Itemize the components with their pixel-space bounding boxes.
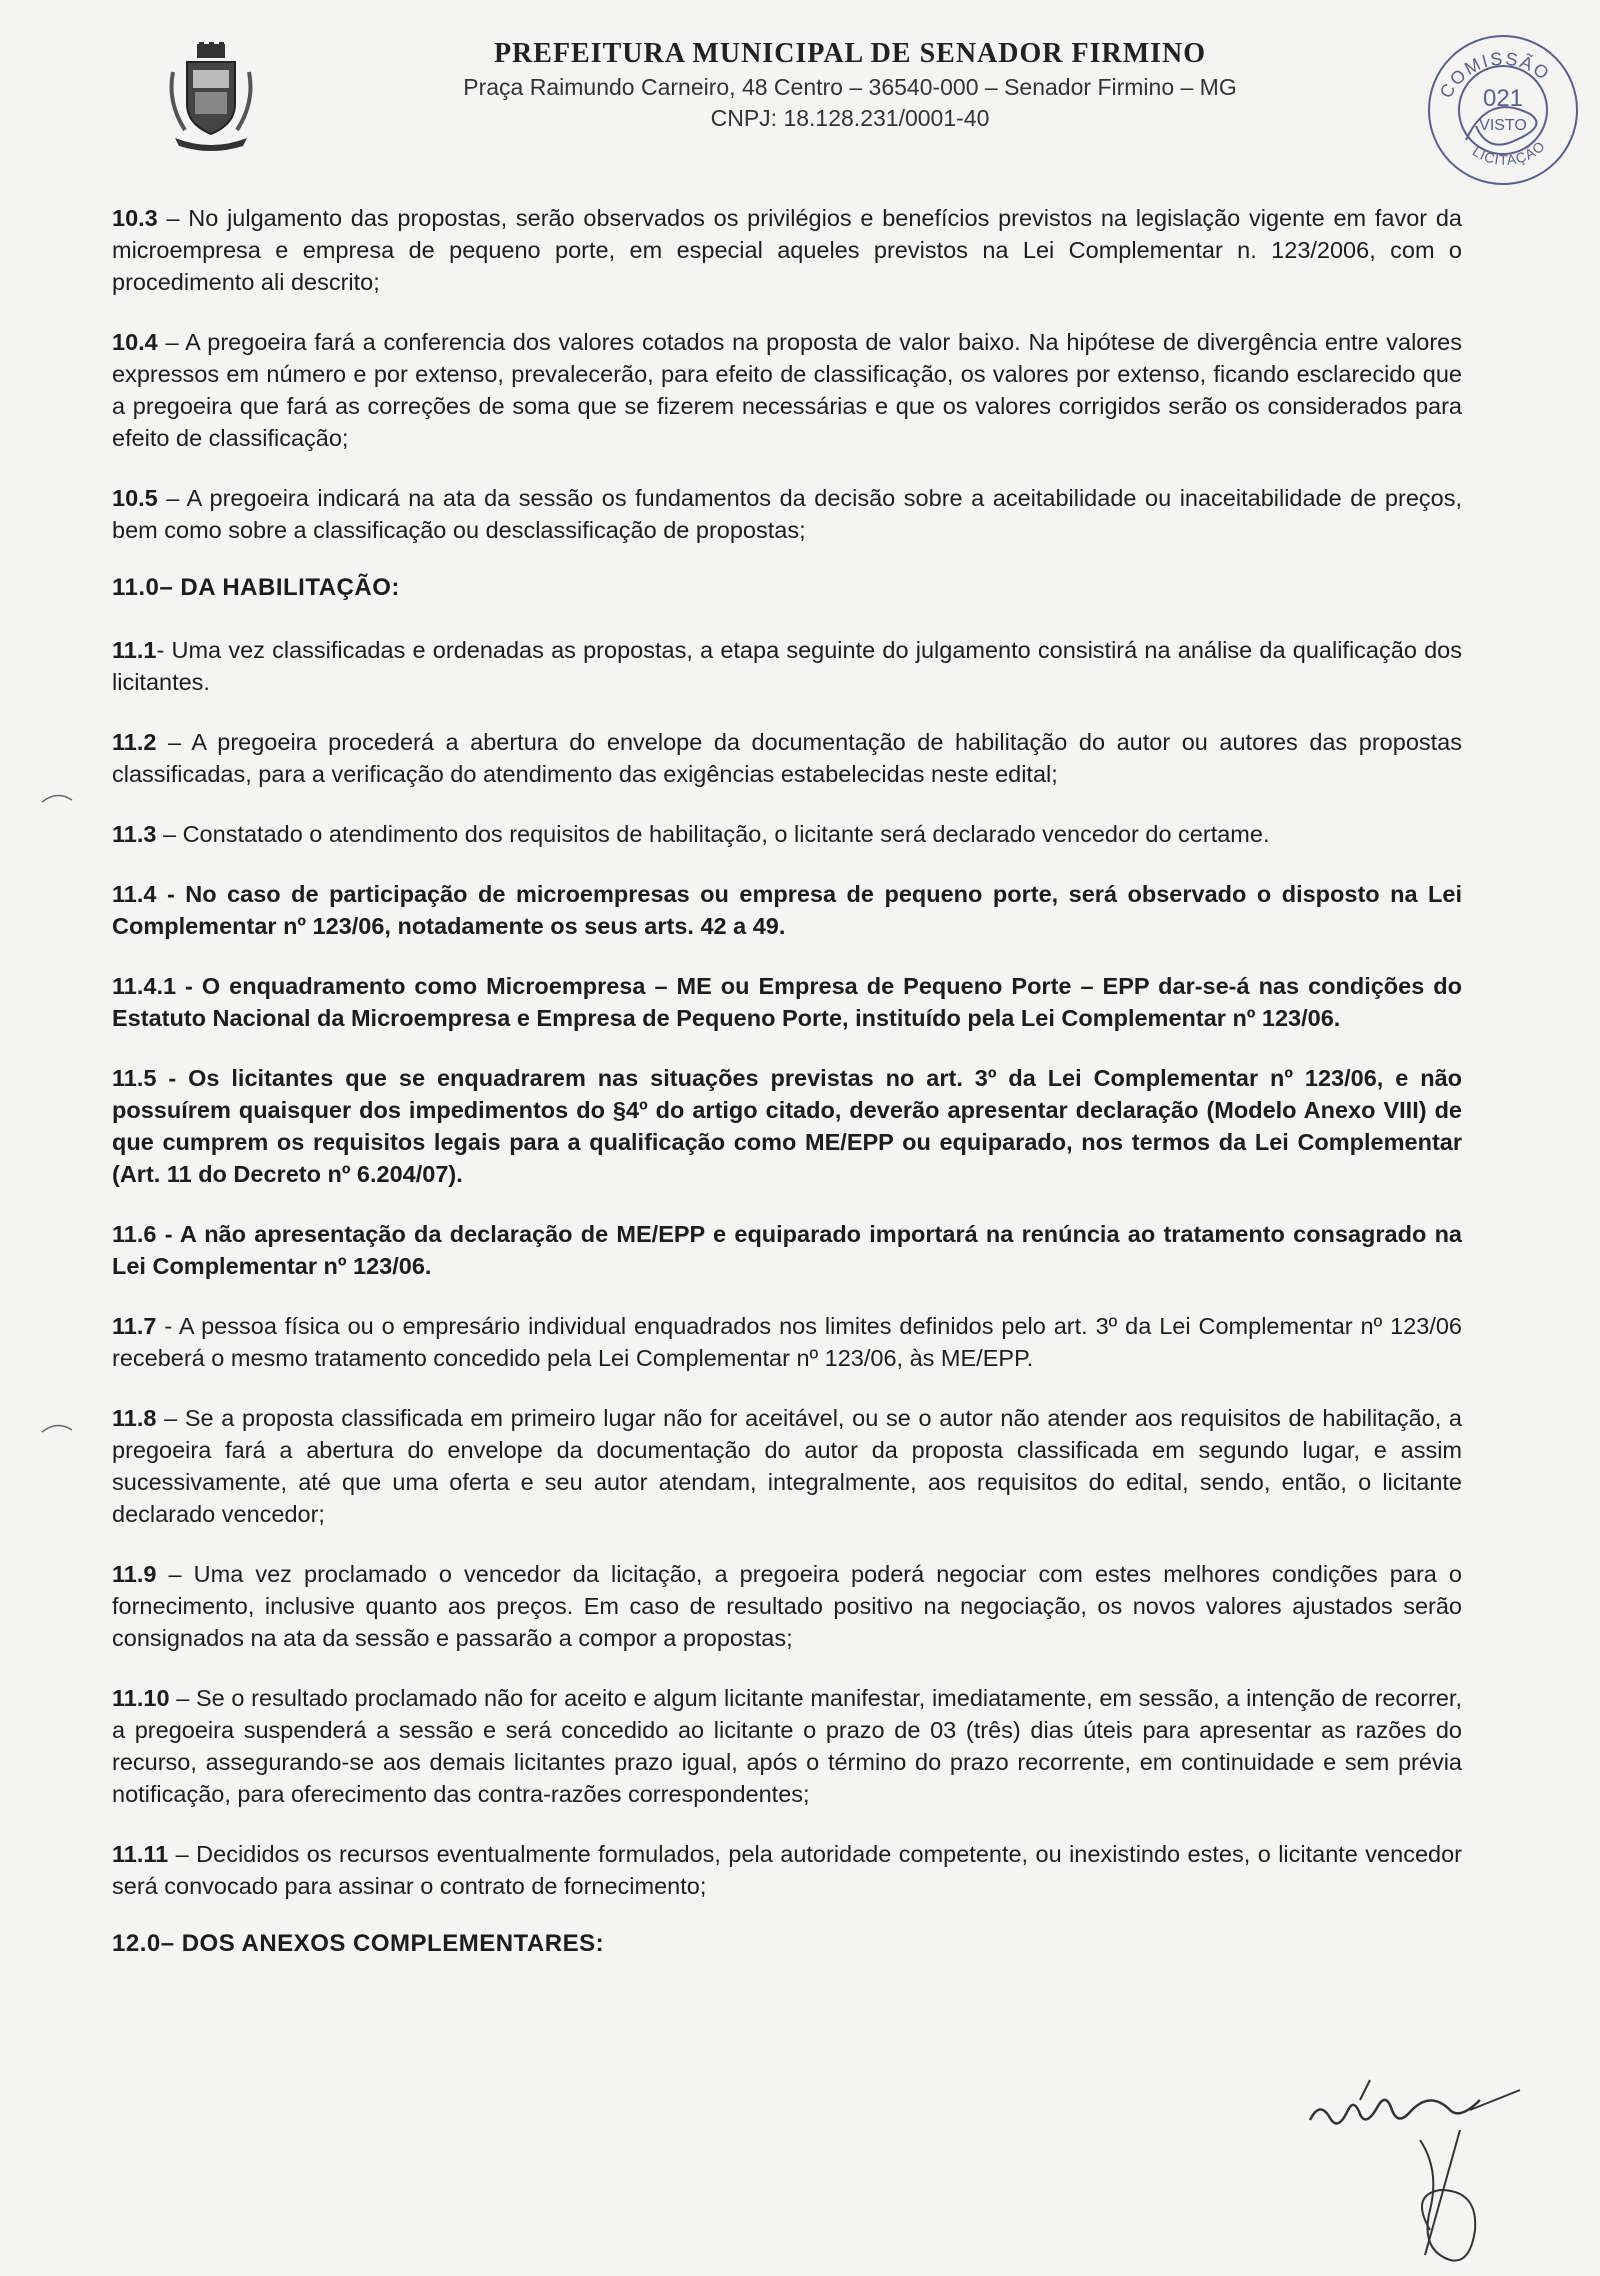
letterhead <box>360 38 1340 132</box>
section-heading-anexos: 12.0– DOS ANEXOS COMPLEMENTARES: <box>112 1930 605 1957</box>
commission-stamp <box>1418 22 1588 192</box>
document-body <box>112 202 1462 1990</box>
clause-11-5: 11.5 - Os licitantes que se enquadrarem nas situações previstas no art. 3º da Lei Complementar nº 123/06, e não possuírem quaisquer dos impedimentos do §4º do artigo citado, deverão apresentar declaração (Modelo Anexo VIII) de que cumprem os requisitos legais para a qualificação como ME/EPP ou equiparado, nos termos da Lei Complementar (Art. 11 do Decreto nº 6.204/07). <box>112 1065 1462 1187</box>
org-cnpj: CNPJ: 18.128.231/0001-40 <box>710 105 990 131</box>
clause-11-8: 11.8 – Se a proposta classificada em primeiro lugar não for aceitável, ou se o autor não atender aos requisitos de habilitação, a pregoeira fará a abertura do envelope da documentação do autor da proposta classificada em segundo lugar, e assim sucessivamente, até que uma oferta e seu autor atendam, integralmente, aos requisitos do edital, sendo, então, o licitante declarado vencedor; <box>112 1405 1462 1527</box>
clause-11-4: 11.4 - No caso de participação de microempresas ou empresa de pequeno porte, será observado o disposto na Lei Complementar nº 123/06, notadamente os seus arts. 42 a 49. <box>112 881 1462 939</box>
stamp-visto: VISTO <box>1479 117 1527 134</box>
clause-11-1: 11.1- Uma vez classificadas e ordenadas as propostas, a etapa seguinte do julgamento consistirá na análise da qualificação dos licitantes. <box>112 637 1462 695</box>
clause-11-9: 11.9 – Uma vez proclamado o vencedor da licitação, a pregoeira poderá negociar com estes melhores condições para o fornecimento, inclusive quanto aos preços. Em caso de resultado positivo na negociação, os novos valores ajustados serão consignados na ata da sessão e passarão a compor a propostas; <box>112 1561 1462 1651</box>
stamp-top-text: COMISSÃO <box>1435 48 1555 102</box>
stamp-number: 021 <box>1482 85 1524 112</box>
margin-mark <box>40 790 74 804</box>
clause-11-7: 11.7 - A pessoa física ou o empresário individual enquadrados nos limites definidos pelo art. 3º da Lei Complementar nº 123/06 receberá o mesmo tratamento concedido pela Lei Complementar nº 123/06, às ME/EPP. <box>112 1313 1462 1371</box>
clause-11-4-1: 11.4.1 - O enquadramento como Microempresa – ME ou Empresa de Pequeno Porte – EPP dar-se-á nas condições do Estatuto Nacional da Microempresa e Empresa de Pequeno Porte, instituído pela Lei Complementar nº 123/06. <box>112 973 1462 1031</box>
margin-mark <box>40 1420 74 1434</box>
clause-11-2: 11.2 – A pregoeira procederá a abertura do envelope da documentação de habilitação do autor ou autores das propostas classificadas, para a verificação do atendimento das exigências estabelecidas neste edital; <box>112 729 1462 787</box>
section-heading-habilitacao: 11.0– DA HABILITAÇÃO: <box>112 574 400 601</box>
handwritten-signature <box>1300 2070 1580 2270</box>
stamp-bottom-text: LICITAÇÃO <box>1469 137 1549 169</box>
org-address: Praça Raimundo Carneiro, 48 Centro – 36540-000 – Senador Firmino – MG <box>463 74 1237 100</box>
clause-11-6: 11.6 - A não apresentação da declaração de ME/EPP e equiparado importará na renúncia ao tratamento consagrado na Lei Complementar nº 123/06. <box>112 1221 1462 1279</box>
clause-11-3: 11.3 – Constatado o atendimento dos requisitos de habilitação, o licitante será declarado vencedor do certame. <box>112 821 1270 847</box>
clause-11-10: 11.10 – Se o resultado proclamado não for aceito e algum licitante manifestar, imediatamente, em sessão, a intenção de recorrer, a pregoeira suspenderá a sessão e será concedido ao licitante o prazo de 03 (três) dias úteis para apresentar as razões do recurso, assegurando-se aos demais licitantes prazo igual, após o término do prazo recorrente, em continuidade e sem prévia notificação, para oferecimento das contra-razões correspondentes; <box>112 1685 1462 1807</box>
org-name: PREFEITURA MUNICIPAL DE SENADOR FIRMINO <box>493 38 1207 69</box>
clause-10-4: 10.4 – A pregoeira fará a conferencia dos valores cotados na proposta de valor baixo. Na hipótese de divergência entre valores expressos em número e por extenso, prevalecerão, para efeito de classificação, os valores por extenso, ficando esclarecido que a pregoeira que fará as correções de soma que se fizerem necessárias e que os valores corrigidos serão os considerados para efeito de classificação; <box>112 329 1462 451</box>
clause-10-3: 10.3 – No julgamento das propostas, serão observados os privilégios e benefícios previstos na legislação vigente em favor da microempresa e empresa de pequeno porte, em especial aqueles previstos na Lei Complementar n. 123/2006, com o procedimento ali descrito; <box>112 205 1462 295</box>
clause-11-11: 11.11 – Decididos os recursos eventualmente formulados, pela autoridade competente, ou inexistindo estes, o licitante vencedor será convocado para assinar o contrato de fornecimento; <box>112 1841 1462 1899</box>
clause-10-5: 10.5 – A pregoeira indicará na ata da sessão os fundamentos da decisão sobre a aceitabilidade ou inaceitabilidade de preços, bem como sobre a classificação ou desclassificação de propostas; <box>112 485 1462 543</box>
municipal-coat-of-arms-icon <box>165 42 257 152</box>
